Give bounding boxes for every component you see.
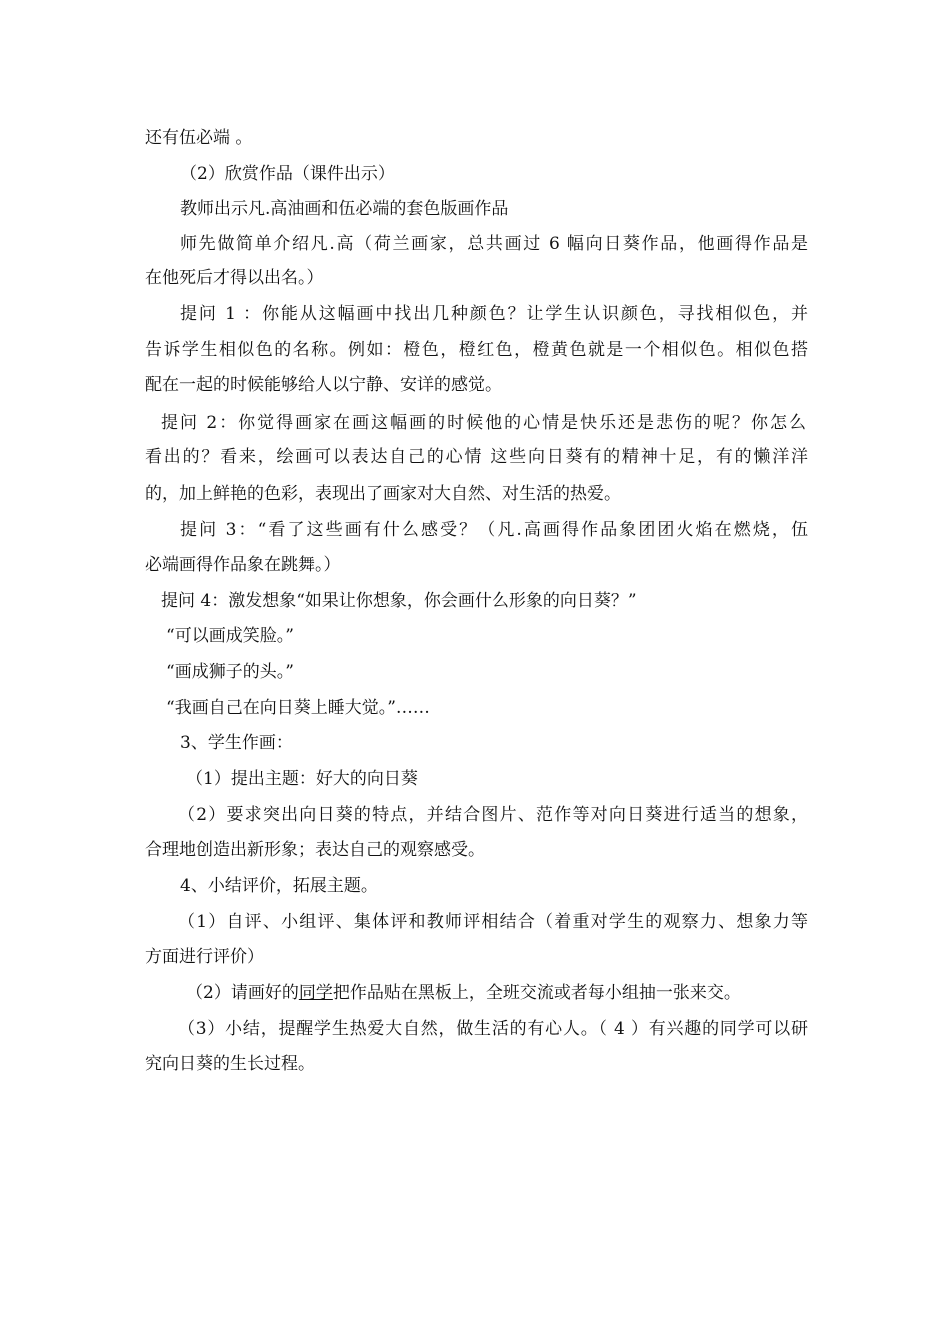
paragraph-line: 告诉学生相似色的名称。例如：橙色，橙红色，橙黄色就是一个相似色。相似色搭 [145,340,808,360]
paragraph-line: 合理地创造出新形象；表达自己的观察感受。 [145,840,485,860]
paragraph-line: 提问 2：你觉得画家在画这幅画的时候他的心情是快乐还是悲伤的呢？你怎么 [161,413,806,433]
paragraph-line: 必端画得作品象在跳舞。） [145,555,341,575]
paragraph-line: （3）小结，提醒学生热爱大自然，做生活的有心人。（ 4 ）有兴趣的同学可以研 [178,1019,808,1039]
paragraph-line: 究向日葵的生长过程。 [145,1054,315,1074]
paragraph-line: 看出的？看来，绘画可以表达自己的心情 这些向日葵有的精神十足，有的懒洋洋 [145,447,808,467]
paragraph-line: 在他死后才得以出名。） [145,268,324,288]
section-heading: 3、学生作画： [180,733,293,753]
paragraph-line: 的，加上鲜艳的色彩，表现出了画家对大自然、对生活的热爱。 [145,484,621,504]
quote-line: “可以画成笑脸。” [166,626,294,646]
student-link[interactable]: 同学 [298,983,333,1003]
line-text-before: （2）请画好的 [186,983,299,1003]
paragraph-line: 还有伍必端 。 [145,128,253,148]
paragraph-line: 配在一起的时候能够给人以宁静、安详的感觉。 [145,375,502,395]
quote-line: “我画自己在向日葵上睡大觉。”…… [166,698,430,718]
paragraph-line: 师先做简单介绍凡.高（荷兰画家，总共画过 6 幅向日葵作品，他画得作品是 [180,234,808,254]
paragraph-line: 提问 3：“看了这些画有什么感受？（凡.高画得作品象团团火焰在燃烧，伍 [180,520,808,540]
paragraph-line: 教师出示凡.高油画和伍必端的套色版画作品 [180,199,509,219]
quote-line: “画成狮子的头。” [166,662,294,682]
paragraph-line: （1）自评、小组评、集体评和教师评相结合（着重对学生的观察力、想象力等 [178,912,808,932]
paragraph-line: 提问 4：激发想象“如果让你想象，你会画什么形象的向日葵？” [161,591,637,611]
paragraph-line: （2）欣赏作品（课件出示） [180,164,395,184]
paragraph-line-with-link [186,983,856,1003]
section-heading: 4、小结评价，拓展主题。 [180,876,378,896]
paragraph-line: （1）提出主题：好大的向日葵 [186,769,418,789]
paragraph-line: 方面进行评价） [145,947,264,967]
line-text-after: 把作品贴在黑板上，全班交流或者每小组抽一张来交。 [332,983,741,1003]
paragraph-line: 提问 1 ：你能从这幅画中找出几种颜色？让学生认识颜色，寻找相似色，并 [180,304,808,324]
paragraph-line: （2）要求突出向日葵的特点，并结合图片、范作等对向日葵进行适当的想象， [178,805,808,825]
